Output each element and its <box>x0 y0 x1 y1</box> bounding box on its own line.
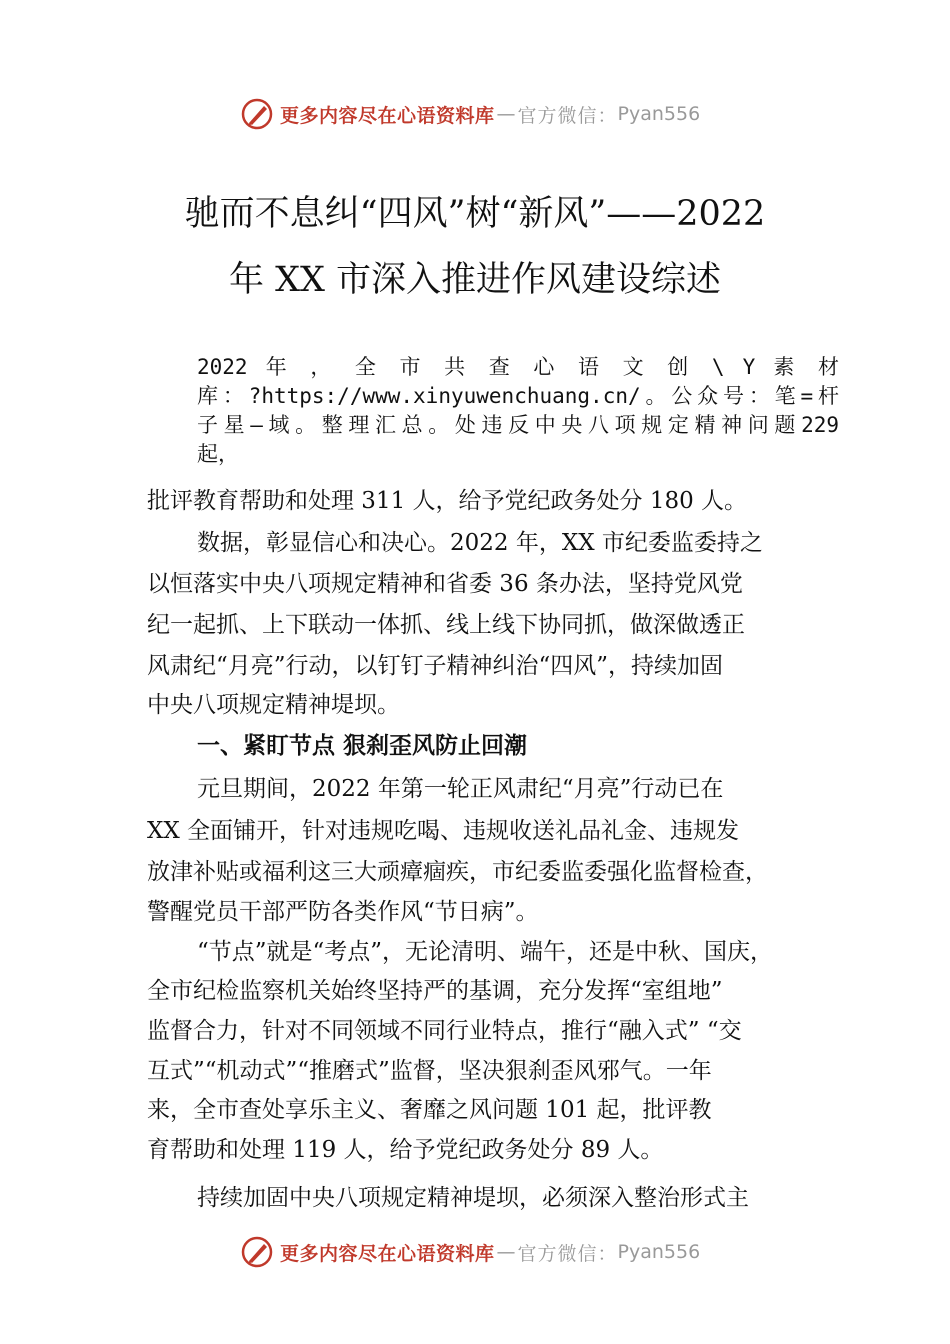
body-line: “节点”就是“考点”，无论清明、端午，还是中秋、国庆， <box>197 939 774 965</box>
banner-brand: 更多内容尽在心语资料库 <box>280 104 495 127</box>
document-title-line-2: 年 XX 市深入推进作风建设综述 <box>228 260 722 300</box>
body-line: 警醒党员干部严防各类作风“节日病”。 <box>147 899 539 925</box>
body-line: 放津补贴或福利这三大顽瘴痼疾，市纪委监委强化监督检查， <box>147 859 768 885</box>
banner-wechat-id: Pyan556 <box>617 103 701 125</box>
banner-brand: 更多内容尽在心语资料库 <box>280 1242 495 1265</box>
body-line: 数据，彰显信心和决心。2022 年，XX 市纪委监委持之 <box>197 530 763 556</box>
banner-wechat-label: 官方微信： <box>517 104 618 127</box>
banner-separator: — <box>496 103 516 125</box>
body-line: 中央八项规定精神堤坝。 <box>147 692 400 718</box>
quill-seal-icon <box>240 97 274 131</box>
banner-separator: — <box>496 1241 516 1263</box>
body-line: 全市纪检监察机关始终坚持严的基调，充分发挥“室组地” <box>147 978 723 1004</box>
body-line: 监督合力，针对不同领域不同行业特点，推行“融入式” “交 <box>147 1018 742 1044</box>
intro-line: 2022 年 ， 全 市 共 查 心 语 文 创 \ Y 素 材 <box>197 355 839 379</box>
body-line: 持续加固中央八项规定精神堤坝，必须深入整治形式主 <box>197 1185 749 1211</box>
header-banner <box>240 94 700 134</box>
body-line: XX 全面铺开，针对违规吃喝、违规收送礼品礼金、违规发 <box>147 818 740 844</box>
banner-wechat-id: Pyan556 <box>617 1241 701 1263</box>
body-line: 元旦期间，2022 年第一轮正风肃纪“月亮”行动已在 <box>197 776 724 802</box>
section-heading: 一、紧盯节点 狠刹歪风防止回潮 <box>197 733 528 759</box>
body-line: 来，全市查处享乐主义、奢靡之风问题 101 起，批评教 <box>147 1097 712 1123</box>
body-line: 以恒落实中央八项规定精神和省委 36 条办法，坚持党风党 <box>147 571 743 597</box>
intro-line: 起， <box>197 442 239 466</box>
body-line: 育帮助和处理 119 人，给予党纪政务处分 89 人。 <box>147 1137 664 1163</box>
body-line: 互式”“机动式”“推磨式”监督，坚决狠刹歪风邪气。一年 <box>147 1058 712 1084</box>
footer-banner <box>240 1232 700 1272</box>
body-line: 纪一起抓、上下联动一体抓、线上线下协同抓，做深做透正 <box>147 612 745 638</box>
body-line: 风肃纪“月亮”行动，以钉钉子精神纠治“四风”，持续加固 <box>147 653 724 679</box>
intro-line: 库：?https://www.xinyuwenchuang.cn/。公众号：笔=杆 <box>197 384 839 408</box>
intro-line: 子星—域。整理汇总。处违反中央八项规定精神问题229 <box>197 413 839 437</box>
banner-wechat-label: 官方微信： <box>517 1242 618 1265</box>
quill-seal-icon <box>240 1235 274 1269</box>
body-line: 批评教育帮助和处理 311 人，给予党纪政务处分 180 人。 <box>147 488 748 514</box>
document-title-line-1: 驰而不息纠“四风”树“新风”——2022 <box>184 194 766 234</box>
